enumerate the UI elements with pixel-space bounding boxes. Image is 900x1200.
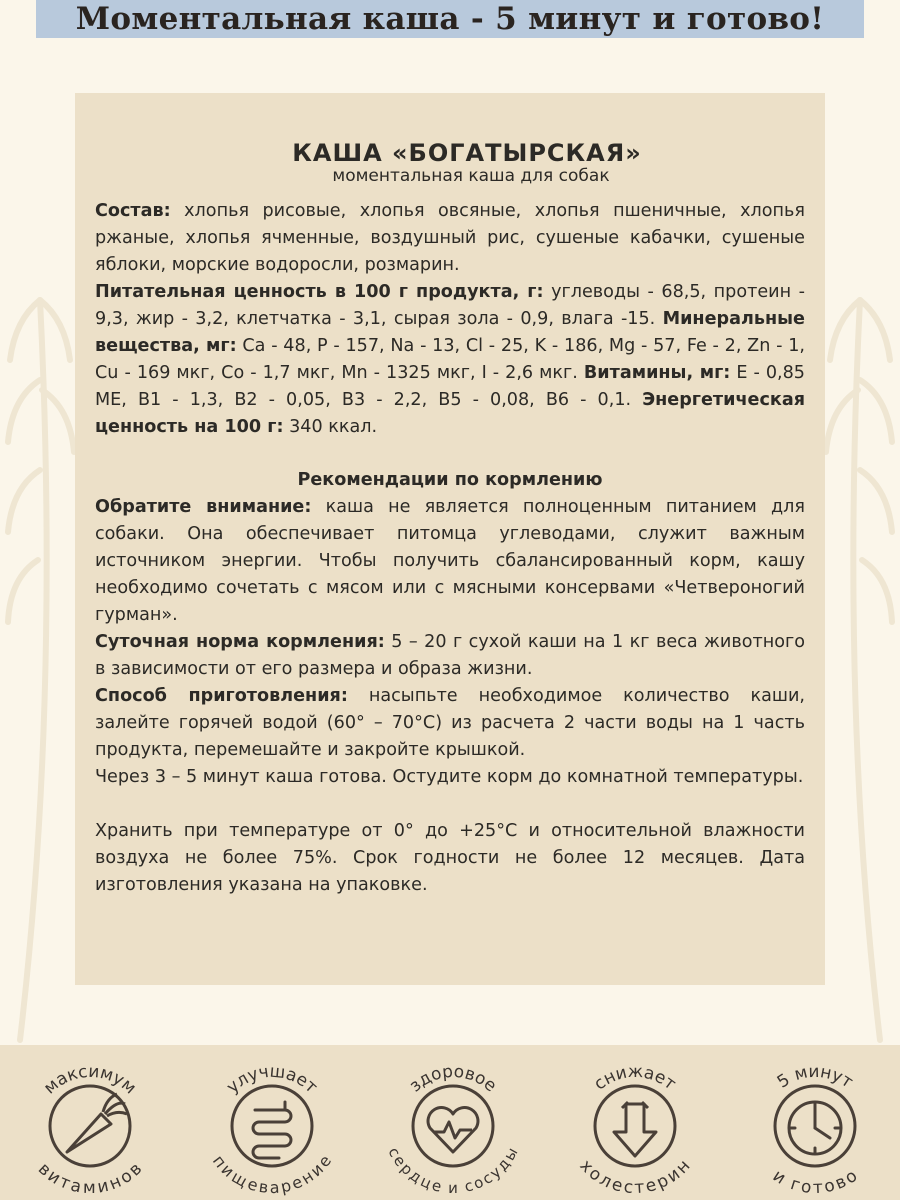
intestine-icon bbox=[253, 1102, 291, 1158]
svg-text:максимум bbox=[40, 1062, 140, 1099]
badge-five-minutes-bottom: и готово bbox=[769, 1165, 862, 1199]
svg-text:холестерин bbox=[576, 1156, 695, 1198]
badge-vitamins bbox=[15, 1052, 165, 1200]
badge-cholesterol-top: снижает bbox=[590, 1061, 680, 1095]
svg-text:улучшает bbox=[223, 1062, 321, 1098]
svg-text:снижает bbox=[590, 1062, 679, 1095]
minerals-label: Минеральные вещества, мг: bbox=[95, 309, 805, 356]
product-info-card bbox=[75, 93, 825, 985]
composition-label: Состав: bbox=[95, 201, 171, 221]
preparation-text: насыпьте необходимое количество каши, залейте горячей водой (60° – 70°С) из расчета 2 части воды на 1 часть продукта, перемешайте и закройте крышкой. bbox=[95, 686, 805, 760]
product-subtitle: моментальная каша для собак bbox=[332, 166, 610, 186]
svg-text:здоровое bbox=[406, 1062, 501, 1096]
attention-label: Обратите внимание: bbox=[95, 497, 312, 517]
badge-heart-top: здоровое bbox=[405, 1061, 501, 1097]
badge-cholesterol bbox=[560, 1052, 710, 1200]
preparation-label: Способ приготовления: bbox=[95, 686, 348, 706]
nutrition-paragraph bbox=[95, 279, 805, 441]
badge-five-minutes bbox=[740, 1052, 890, 1200]
clock-icon bbox=[789, 1102, 841, 1154]
recommendations-title: Рекомендации по кормлению bbox=[297, 470, 603, 490]
attention-text: каша не является полноценным питанием для собаки. Она обеспечивает питомца углеводами, служит важным источником энергии. Чтобы получить сбалансированный корм, кашу необходимо сочетать с мясом или с мясными консервами «Четвероногий гурман». bbox=[95, 497, 805, 625]
vitamins-label: Витамины, мг: bbox=[583, 363, 731, 383]
storage-paragraph: Хранить при температуре от 0° до +25°С и относительной влажности воздуха не более 75%. Срок годности не более 12 месяцев. Дата изготовления указана на упаковке. bbox=[95, 821, 805, 895]
preparation-paragraph bbox=[95, 683, 805, 764]
badge-five-minutes-top: 5 минут bbox=[773, 1061, 857, 1093]
badge-digestion-bottom: пищеварение bbox=[208, 1151, 336, 1198]
product-description bbox=[95, 198, 805, 899]
top-banner bbox=[36, 0, 864, 38]
heart-pulse-icon bbox=[428, 1108, 478, 1152]
nutrition-text: углеводы - 68,5, протеин - 9,3, жир - 3,2, клетчатка - 3,1, сырая зола - 0,9, влага -15. bbox=[95, 282, 805, 329]
attention-paragraph bbox=[95, 494, 805, 629]
svg-text:и готово bbox=[769, 1166, 861, 1198]
daily-norm-text: 5 – 20 г сухой каши на 1 кг веса животного в зависимости от его размера и образа жизни. bbox=[95, 632, 805, 679]
badge-digestion bbox=[197, 1052, 347, 1200]
minerals-text: Ca - 48, P - 157, Na - 13, Cl - 25, K - 186, Mg - 57, Fe - 2, Zn - 1, Cu - 169 мкг, Co - 1,7 мкг, Mn - 1325 мкг, I - 2,6 мкг. bbox=[95, 336, 805, 383]
product-title: КАША «БОГАТЫРСКАЯ» bbox=[292, 139, 642, 167]
carrot-icon bbox=[67, 1094, 127, 1152]
daily-norm-label: Суточная норма кормления: bbox=[95, 632, 385, 652]
badge-heart-bottom: сердце и сосуды bbox=[384, 1144, 522, 1198]
badge-vitamins-bottom: витаминов bbox=[33, 1159, 147, 1199]
vitamins-text: E - 0,85 МЕ, B1 - 1,3, B2 - 0,05, B3 - 2,2, B5 - 0,08, B6 - 0,1. bbox=[95, 363, 805, 410]
banner-title: Моментальная каша - 5 минут и готово! bbox=[75, 1, 825, 37]
composition-text: хлопья рисовые, хлопья овсяные, хлопья пшеничные, хлопья ржаные, хлопья ячменные, воздушный рис, сушеные кабачки, сушеные яблоки, морские водоросли, розмарин. bbox=[95, 201, 805, 275]
arrow-down-icon bbox=[614, 1102, 656, 1156]
svg-text:5 минут bbox=[774, 1062, 857, 1093]
badge-cholesterol-bottom: холестерин bbox=[575, 1156, 695, 1199]
composition-paragraph bbox=[95, 198, 805, 279]
nutrition-label: Питательная ценность в 100 г продукта, г: bbox=[95, 282, 544, 302]
daily-norm-paragraph bbox=[95, 629, 805, 683]
badge-heart bbox=[378, 1052, 528, 1200]
preparation-paragraph-2: Через 3 – 5 минут каша готова. Остудите корм до комнатной температуры. bbox=[95, 767, 804, 787]
energy-text: 340 ккал. bbox=[283, 417, 378, 437]
badge-digestion-top: улучшает bbox=[222, 1061, 322, 1098]
energy-label: Энергетическая ценность на 100 г: bbox=[95, 390, 805, 437]
badge-vitamins-top: максимум bbox=[40, 1061, 140, 1099]
